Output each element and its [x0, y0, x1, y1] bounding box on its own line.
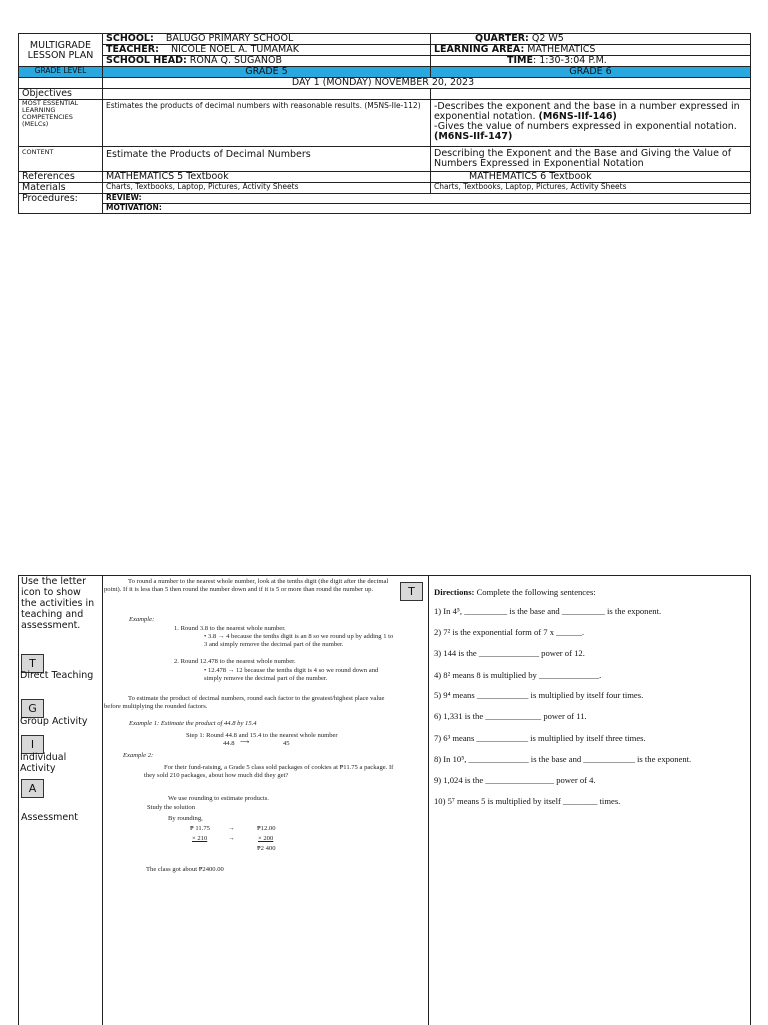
materials-grade5: Charts, Textbooks, Laptop, Pictures, Activity Sheets	[103, 183, 431, 194]
day-heading: DAY 1 (MONDAY) NOVEMBER 20, 2023	[103, 78, 751, 89]
example-1-arrow: ⟶	[240, 739, 250, 746]
letter-g-icon: G	[21, 699, 44, 718]
calc-1-arrow: →	[228, 825, 235, 832]
exercise-item-2: 2) 7² is the exponential form of 7 x ______.	[434, 627, 585, 637]
procedures-label: Procedures:	[19, 194, 103, 214]
calc-2-arrow: →	[228, 835, 235, 842]
melc-grade5: Estimates the products of decimal numbers with reasonable results. (M5NS-IIe-112)	[103, 100, 431, 147]
calc-1-left: ₱ 11.75	[190, 825, 210, 832]
example-1-step: Step 1: Round 44.8 and 15.4 to the nearest whole number	[186, 732, 338, 739]
content-grade6: Describing the Exponent and the Base and Giving the Value of Numbers Expressed in Exponential Notation	[431, 147, 751, 172]
lesson-plan-table	[18, 33, 751, 214]
step-1-detail: • 3.8 → 4 because the tenths digit is an 8 so we round up by adding 1 to 3 and simply remove the decimal part of the number.	[204, 633, 394, 648]
exercise-item-5: 5) 9⁴ means ____________ is multiplied by itself four times.	[434, 690, 644, 700]
school-head-cell: SCHOOL HEAD: RONA Q. SUGANOB	[103, 56, 431, 67]
calc-2-right: × 200	[258, 835, 274, 842]
step-2-detail: • 12.478 → 12 because the tenths digit is 4 so we round down and simply remove the decimal part of the number.	[204, 667, 379, 682]
exercise-item-4: 4) 8² means 8 is multiplied by ______________.	[434, 670, 602, 680]
example-1-to: 45	[283, 740, 290, 747]
exercise-item-3: 3) 144 is the ______________ power of 12.	[434, 648, 585, 658]
exercise-item-6: 6) 1,331 is the _____________ power of 11.	[434, 711, 587, 721]
review-label: REVIEW:	[103, 194, 751, 204]
grade-level-row	[19, 67, 751, 78]
by-rounding: By rounding,	[168, 815, 203, 822]
example-1: Example 1: Estimate the product of 44.8 by 15.4	[129, 720, 257, 727]
grade-level-label: GRADE LEVEL	[19, 67, 103, 78]
grade6-heading: GRADE 6	[431, 67, 751, 78]
directions: Directions: Complete the following sentences:	[434, 587, 596, 597]
example-2: Example 2:	[123, 752, 154, 759]
legend-direct-teaching: Direct Teaching	[20, 670, 94, 681]
legend-column	[18, 575, 103, 1025]
legend-assessment: Assessment	[21, 812, 78, 823]
calc-3-right: ₱2 400	[257, 845, 276, 852]
calc-2-left: × 210	[192, 835, 208, 842]
exercise-item-7: 7) 6³ means ____________ is multiplied by itself three times.	[434, 733, 646, 743]
melcs-label: MOST ESSENTIAL LEARNING COMPETENCIES (MELCs)	[19, 100, 103, 147]
estimate-rule: To estimate the product of decimal numbers, round each factor to the greatest/highest place value before multiplying the rounded factors.	[104, 695, 385, 710]
exercise-item-10: 10) 5⁷ means 5 is multiplied by itself ________ times.	[434, 796, 621, 806]
objectives-label: Objectives	[19, 89, 103, 100]
materials-grade6: Charts, Textbooks, Laptop, Pictures, Activity Sheets	[431, 183, 751, 194]
letter-t-icon: T	[21, 654, 44, 673]
school-cell: SCHOOL: BALUGO PRIMARY SCHOOL	[103, 34, 431, 45]
teacher-cell: TEACHER: NICOLE NOEL A. TUMAMAK	[103, 45, 431, 56]
exercise-item-9: 9) 1,024 is the ________________ power of 4.	[434, 775, 596, 785]
time-cell: TIME: 1:30-3:04 P.M.	[431, 56, 751, 67]
legend-individual-activity: Individual Activity	[20, 752, 67, 774]
ref-grade5: MATHEMATICS 5 Textbook	[103, 172, 431, 183]
letter-t-icon: T	[400, 582, 423, 601]
references-label: References	[19, 172, 103, 183]
content-grade5: Estimate the Products of Decimal Numbers	[103, 147, 431, 172]
step-2: 2. Round 12.478 to the nearest whole number.	[174, 658, 296, 665]
letter-i-icon: I	[21, 735, 44, 754]
exercise-item-1: 1) In 4⁵, __________ is the base and __________ is the exponent.	[434, 606, 662, 616]
motivation-label: MOTIVATION:	[103, 204, 751, 214]
exercise-item-8: 8) In 10⁵, ______________ is the base and ____________ is the exponent.	[434, 754, 692, 764]
calc-1-right: ₱12.00	[257, 825, 276, 832]
step-1: 1. Round 3.8 to the nearest whole number.	[174, 625, 286, 632]
letter-a-icon: A	[21, 779, 44, 798]
use-rounding: We use rounding to estimate products.	[168, 795, 269, 802]
conclusion: The class got about ₱2400.00	[146, 866, 224, 873]
materials-label: Materials	[19, 183, 103, 194]
example-2-text: For their fund-raising, a Grade 5 class sold packages of cookies at ₱11.75 a package. If they sold 210 packages, about how much did they get?	[144, 764, 394, 779]
rounding-intro: To round a number to the nearest whole number, look at the tenths digit (the digit after the decimal point). If it is less than 5 then round the number down and if it is 5 or more than round the number up.	[104, 578, 389, 593]
example-label: Example:	[129, 616, 155, 623]
grade5-heading: GRADE 5	[103, 67, 431, 78]
example-1-from: 44.8	[223, 740, 235, 747]
legend-intro: Use the letter icon to show the activities in teaching and assessment.	[21, 576, 95, 631]
content-label: CONTENT	[19, 147, 103, 172]
area-cell: LEARNING AREA: MATHEMATICS	[431, 45, 751, 56]
plan-title: MULTIGRADE LESSON PLAN	[19, 34, 103, 67]
ref-grade6: MATHEMATICS 6 Textbook	[431, 172, 751, 183]
melc-grade6: -Describes the exponent and the base in a number expressed in exponential notation. (M6NS-IIf-146) -Gives the value of numbers expressed in exponential notation. (M6NS-IIf-147)	[431, 100, 751, 147]
quarter-cell: QUARTER: Q2 W5	[431, 34, 751, 45]
legend-group-activity: Group Activity	[20, 716, 88, 727]
study-solution: Study the solution	[147, 804, 195, 811]
